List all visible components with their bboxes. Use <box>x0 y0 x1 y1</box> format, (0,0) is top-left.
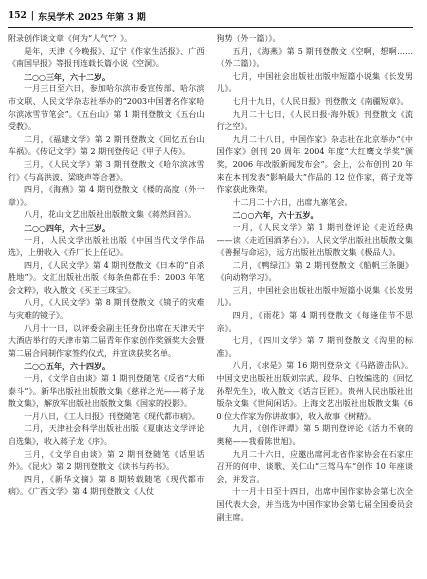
chronicle-paragraph: 八月，花山文艺出版社出版散文集《蒋然回首》。 <box>24 210 196 220</box>
chronicle-paragraph: 狗势（外一篇）》。 <box>216 34 281 43</box>
chronicle-paragraph: 五月，《海燕》第 5 期刊登散文《空啊，想啊……（外二篇）》。 <box>216 46 413 69</box>
chronicle-paragraph: 十一月十日至十四日，出席中国作家协会第七次全国代表大会，并当选为中国作家协会第七届全国委员会副主席。 <box>216 487 413 522</box>
chronicle-paragraph: 七月，《四川文学》第 7 期刊登散文《沟里的标准》。 <box>216 336 413 358</box>
chronicle-paragraph: 二月，《福建文学》第 2 期刊登散文《回忆五台山车祸》。《传记文学》第 2 期刊登传记《甲子人传》。 <box>8 134 205 157</box>
page-header <box>8 8 413 24</box>
chronicle-paragraph: 九月二十七日，《人民日报·海外版》刊登散文《流行之空》。 <box>216 109 413 132</box>
issue-label: 2025 年第 3 期 <box>78 12 146 23</box>
chronicle-paragraph: 十二月二十六日，出席九寨笔会。 <box>232 197 353 207</box>
year-heading: 二○○三年，六十二岁。 <box>24 71 110 82</box>
chronicle-paragraph: 附录创作谈文章《何为“人气”？》。 <box>8 34 133 43</box>
chronicle-paragraph: 一月八日，《工人日报》刊登随笔《现代都市病》。 <box>24 411 200 421</box>
chronicle-paragraph: 二月，天津社会科学出版社出版《夏康达文学评论自选集》，收入蒋子龙《序》。 <box>8 424 205 446</box>
chronicle-paragraph: 八月，《人民文学》第 8 期刊登散文《镜子的灾难与灾难的镜子》。 <box>8 298 205 321</box>
chronicle-paragraph: 四月，《海燕》第 4 期刊登散文《楼的高度（外一章）》。 <box>8 185 205 207</box>
chronicle-paragraph: 一月，《文学自由谈》第 1 期刊登随笔《反省“大师泰斗”》。新华出版社出版散文集《慈祥之光——蒋子龙散文集》，解放军出版社出版散文集《国家的投影》。 <box>8 374 205 409</box>
chronicle-paragraph: 八月十一日，以评委会副主任身份出席在天津天宇大酒店举行的天津市第二届青年作家创作奖颁奖大会暨第二届合同制作家签约仪式，并宣读获奖名单。 <box>8 323 205 358</box>
chronicle-paragraph: 一月，人民文学出版社出版《中国当代文学作品选》，上册收入《乔厂长上任记》。 <box>8 235 205 258</box>
left-column <box>8 33 205 575</box>
chronicle-paragraph: 九月，《创作评谭》第 5 期刊登评论《活力不衰的奥秘——我看陈世旭》。 <box>216 424 413 446</box>
chronicle-paragraph: 八月，《求是》第 16 期刊登杂文《马路游击队》。中国文史出版社出版刘宗武、段华、白牧编选的《回忆孙犁先生》，收入散文《话言巨匠》。贵州人民出版社出版杂文集《世间闲话》。上海文艺出版社出版散文集《60 位大作家为你讲故事》，收入故事《树精》。 <box>216 361 413 421</box>
chronicle-paragraph: 四月，《雨花》第 4 期刊登散文《每逢佳节不思亲》。 <box>216 311 413 333</box>
year-heading: 二○○四年，六十三岁。 <box>24 222 110 233</box>
chronicle-paragraph: 是年，天津《今晚报》、辽宁《作家生活报》、广西《南国早报》等报刊连载长篇小说《空洞》。 <box>8 46 205 69</box>
chronicle-paragraph: 七月，中国社会出版社出版中短篇小说集《长发男儿》。 <box>216 71 413 94</box>
chronicle-paragraph: 三月，《文学自由谈》第 2 期刊登随笔《话里话外》。《昆火》第 2 期刊登散文《读书与药书》。 <box>8 449 205 472</box>
chronicle-paragraph: 四月，《新华文摘》第 8 期转载随笔《现代都市病》。《广西文学》第 4 期刊登散文《人仗 <box>8 474 205 497</box>
year-heading: 二○○五年，六十四岁。 <box>24 361 110 372</box>
header-separator: | <box>30 11 35 21</box>
chronicle-paragraph: 三月，《人民文学》第 3 期刊登散文《哈尔滨冰雪行》《与高洪波、梁晓声等合著》。 <box>8 159 205 182</box>
header-rule <box>8 27 413 28</box>
chronicle-paragraph: 四月，《人民文学》第 4 期刊登散文《日本的“自杀胜地”》。文汇出版社出版《每条鱼都在手：2003 年笔会文粹》，收入散文《买王三珠宝》。 <box>8 260 205 295</box>
journal-name: 东吴学术 <box>38 12 75 23</box>
chronicle-paragraph: 七月十九日，《人民日报》刊登散文《南疆短章》。 <box>232 96 409 106</box>
text-columns <box>8 33 413 575</box>
chronicle-paragraph: 二月，《鸭绿江》第 2 期刊登散文《船帆三条腿》《向动物学习》。 <box>216 260 413 283</box>
chronicle-paragraph: 一月，《人民文学》第 1 期刊登评论《走近经典——读〈走近国酒茅台〉》。人民文学出版社出版散文集《善握与命运》，远方出版社出版散文集《极品人》。 <box>216 222 413 258</box>
chronicle-paragraph: 一月三日至六日，参加哈尔滨市委宣传部、哈尔滨市文联、人民文学杂志社举办的“2003中国著名作家哈尔滨冰雪节笔会”。《五台山》第 1 期刊登散文《五台山受教》。 <box>8 84 205 132</box>
chronicle-paragraph: 九月二十八日，中国作家》杂志社在北京举办“《中国作家》创刊 20 周年 2004 年度“大红鹰文学奖”颁奖，2006 年改版新闻发布会”。会上，公布创刊 20 年来在本刊发表“影响最大”作品的 12 位作家，蒋子龙等作家获此殊荣。 <box>216 134 413 195</box>
right-column <box>217 33 414 575</box>
chronicle-paragraph: 九月二十六日，应邀出席河北省作家协会在石家庄召开的何申、谈歌、关仁山“三驾马车”创作 10 年座谈会，并发言。 <box>216 449 413 484</box>
chronicle-paragraph: 三月，中国社会出版社出版中短篇小说集《长发男儿》。 <box>216 285 413 308</box>
page-number: 152 <box>8 11 27 21</box>
year-heading: 二○○六年，六十五岁。 <box>232 210 319 221</box>
